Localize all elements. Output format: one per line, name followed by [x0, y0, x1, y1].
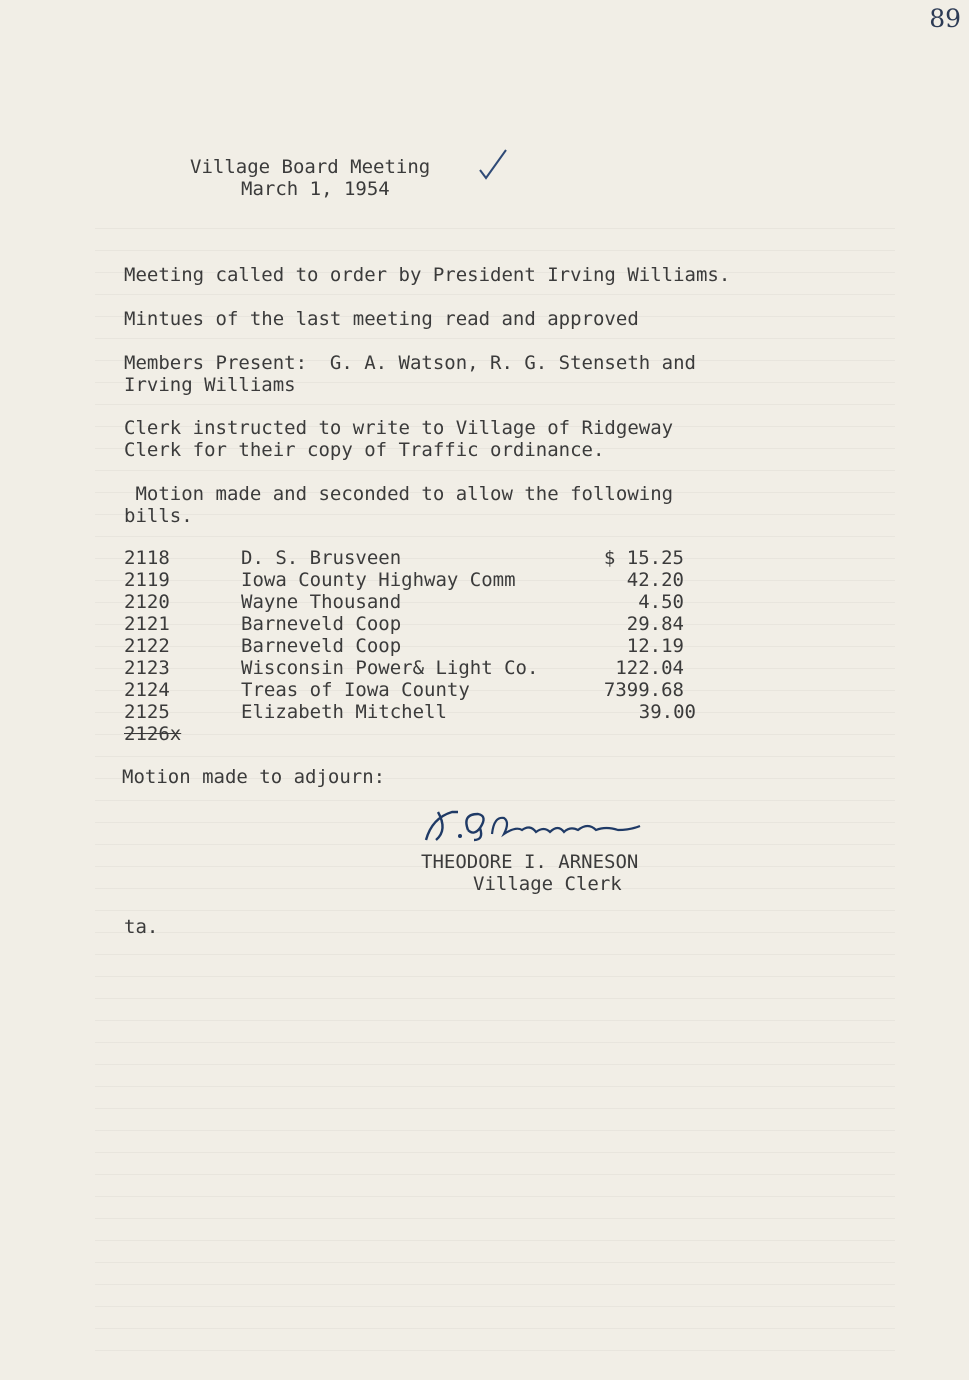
- bill-amount: 122.04: [615, 657, 684, 679]
- bill-payee: Iowa County Highway Comm: [241, 569, 516, 591]
- bill-row: [124, 591, 724, 613]
- members-present-line1: Members Present: G. A. Watson, R. G. Stenseth and: [124, 352, 696, 374]
- bill-row: [124, 547, 724, 569]
- bill-amount: 7399.68: [603, 679, 684, 701]
- bill-row: [124, 657, 724, 679]
- bill-payee: Wayne Thousand: [241, 591, 402, 613]
- bill-payee: Elizabeth Mitchell: [241, 701, 447, 723]
- clerk-instruction-line1: Clerk instructed to write to Village of Ridgeway: [124, 417, 674, 439]
- bill-row: [124, 569, 724, 591]
- call-to-order-text: Meeting called to order by President Irving Williams.: [124, 264, 731, 286]
- bill-number: 2123: [124, 657, 170, 679]
- meeting-date: March 1, 1954: [241, 178, 390, 200]
- bill-amount: 39.00: [638, 701, 696, 723]
- minutes-text: Mintues of the last meeting read and approved: [124, 308, 639, 330]
- bill-amount: $ 15.25: [603, 547, 684, 569]
- bill-payee: Wisconsin Power& Light Co.: [241, 657, 539, 679]
- bill-number: 2120: [124, 591, 170, 613]
- checkmark-icon: [476, 146, 510, 182]
- adjourn-motion-text: Motion made to adjourn:: [122, 766, 386, 788]
- bill-payee: Barneveld Coop: [241, 635, 402, 657]
- bill-payee: Treas of Iowa County: [241, 679, 470, 701]
- bill-row: [124, 679, 724, 701]
- meeting-title: Village Board Meeting: [190, 156, 431, 178]
- clerk-instruction-line2: Clerk for their copy of Traffic ordinance.: [124, 439, 605, 461]
- bill-number: 2119: [124, 569, 170, 591]
- bill-payee: D. S. Brusveen: [241, 547, 402, 569]
- motion-line1: Motion made and seconded to allow the following: [124, 483, 674, 505]
- page-number: 89: [929, 4, 961, 33]
- bill-number: 2121: [124, 613, 170, 635]
- bill-amount: 12.19: [626, 635, 684, 657]
- bill-row: [124, 613, 724, 635]
- bill-row: [124, 635, 724, 657]
- clerk-title: Village Clerk: [473, 873, 622, 895]
- struck-bill-number: 2126x: [124, 723, 182, 745]
- typist-initials: ta.: [124, 916, 159, 938]
- clerk-name: THEODORE I. ARNESON: [421, 851, 639, 873]
- bill-amount: 4.50: [638, 591, 684, 613]
- bill-amount: 42.20: [626, 569, 684, 591]
- struck-bill-row: [124, 723, 724, 745]
- bill-number: 2124: [124, 679, 170, 701]
- bill-amount: 29.84: [626, 613, 684, 635]
- bill-number: 2118: [124, 547, 170, 569]
- bill-number: 2125: [124, 701, 170, 723]
- members-present-line2: Irving Williams: [124, 374, 296, 396]
- bill-row: [124, 701, 724, 723]
- bill-payee: Barneveld Coop: [241, 613, 402, 635]
- signature-image: [418, 800, 648, 848]
- motion-line2: bills.: [124, 505, 193, 527]
- bill-number: 2122: [124, 635, 170, 657]
